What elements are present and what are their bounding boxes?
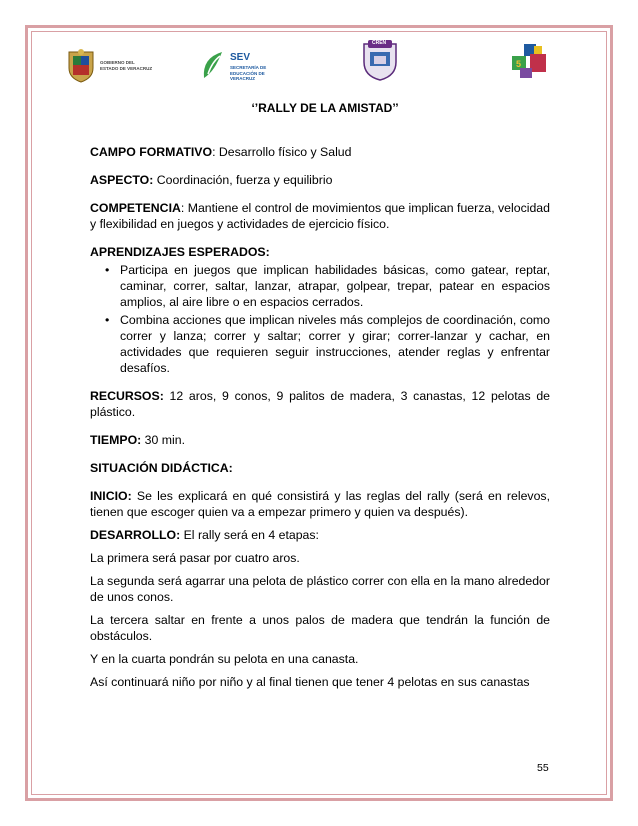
- competencia: [90, 200, 550, 232]
- etapa-3: La tercera saltar en frente a unos palos de madera que tendrán la función de obstáculos.: [90, 613, 550, 643]
- logo1-text: GOBIERNO DEL ESTADO DE VERACRUZ: [100, 60, 153, 71]
- competencia-label: COMPETENCIA: [90, 201, 181, 215]
- etapa-1: La primera será pasar por cuatro aros.: [90, 551, 300, 565]
- tiempo-value: 30 min.: [141, 433, 185, 447]
- tiempo: [90, 432, 550, 448]
- veracruz-seal-icon: [65, 48, 97, 84]
- campo-label: CAMPO FORMATIVO: [90, 145, 213, 159]
- situacion-label: SITUACIÓN DIDÁCTICA:: [90, 461, 233, 475]
- etapa-2: La segunda será agarrar una pelota de plástico correr con ella en la mano alrededor de unos conos.: [90, 574, 550, 604]
- recursos-value: 12 aros, 9 conos, 9 palitos de madera, 3 canastas, 12 pelotas de plástico.: [90, 389, 550, 419]
- etapa-4: Y en la cuarta pondrán su pelota en una canasta.: [90, 652, 359, 666]
- logo2-title: SEV: [230, 52, 251, 63]
- aprendizajes-label: APRENDIZAJES ESPERADOS:: [90, 245, 270, 259]
- list-item: • Combina acciones que implican niveles más complejos de coordinación, como correr y lanza; correr y saltar; correr y girar; correr-lanzar y cachar, en actividades que requieren seguir instrucciones, atender reglas y enfrentar desafíos.: [90, 312, 550, 376]
- sev-leaf-icon: [200, 48, 226, 82]
- document-body: [90, 100, 550, 697]
- situacion-heading: [90, 460, 550, 476]
- campo-value: : Desarrollo físico y Salud: [212, 145, 352, 159]
- list-item: • Participa en juegos que implican habilidades básicas, como gatear, reptar, caminar, correr, saltar, lanzar, atrapar, golpear, trepar, patear en espacios amplios, al aire libre o en espacios cerrados.: [90, 262, 550, 310]
- campo-formativo: [90, 144, 550, 160]
- inicio: [90, 488, 550, 520]
- header-logos: [60, 38, 580, 88]
- aspecto: [90, 172, 550, 188]
- page-title: ‘’RALLY DE LA AMISTAD’’: [251, 101, 399, 115]
- aprendizajes-list: [90, 262, 550, 376]
- etapa-5: Así continuará niño por niño y al final tienen que tener 4 pelotas en sus canastas: [90, 675, 530, 689]
- page-number: 55: [537, 762, 549, 774]
- desarrollo-value: El rally será en 4 etapas:: [180, 528, 319, 542]
- recursos-label: RECURSOS:: [90, 389, 164, 403]
- logo4-text: 5: [516, 59, 522, 69]
- aprendizajes-heading: [90, 244, 550, 260]
- logo2-text: SECRETARÍA DE EDUCACIÓN DE VERACRUZ: [230, 65, 267, 81]
- competencia-value: : Mantiene el control de movimientos que implican fuerza, velocidad y flexibilidad en juegos y actividades de ejercicio físico.: [90, 201, 550, 231]
- desarrollo-label: DESARROLLO:: [90, 528, 181, 542]
- inicio-value: Se les explicará en qué consistirá y las reglas del rally (será en relevos, tienen que escoger quien va a empezar primero y quien va después).: [90, 489, 550, 519]
- aspecto-value: Coordinación, fuerza y equilibrio: [153, 173, 333, 187]
- inicio-label: INICIO:: [90, 489, 132, 503]
- logo3-text: CREN: [372, 40, 387, 46]
- recursos: [90, 388, 550, 420]
- desarrollo: [90, 527, 550, 543]
- tiempo-label: TIEMPO:: [90, 433, 142, 447]
- aspecto-label: ASPECTO:: [90, 173, 154, 187]
